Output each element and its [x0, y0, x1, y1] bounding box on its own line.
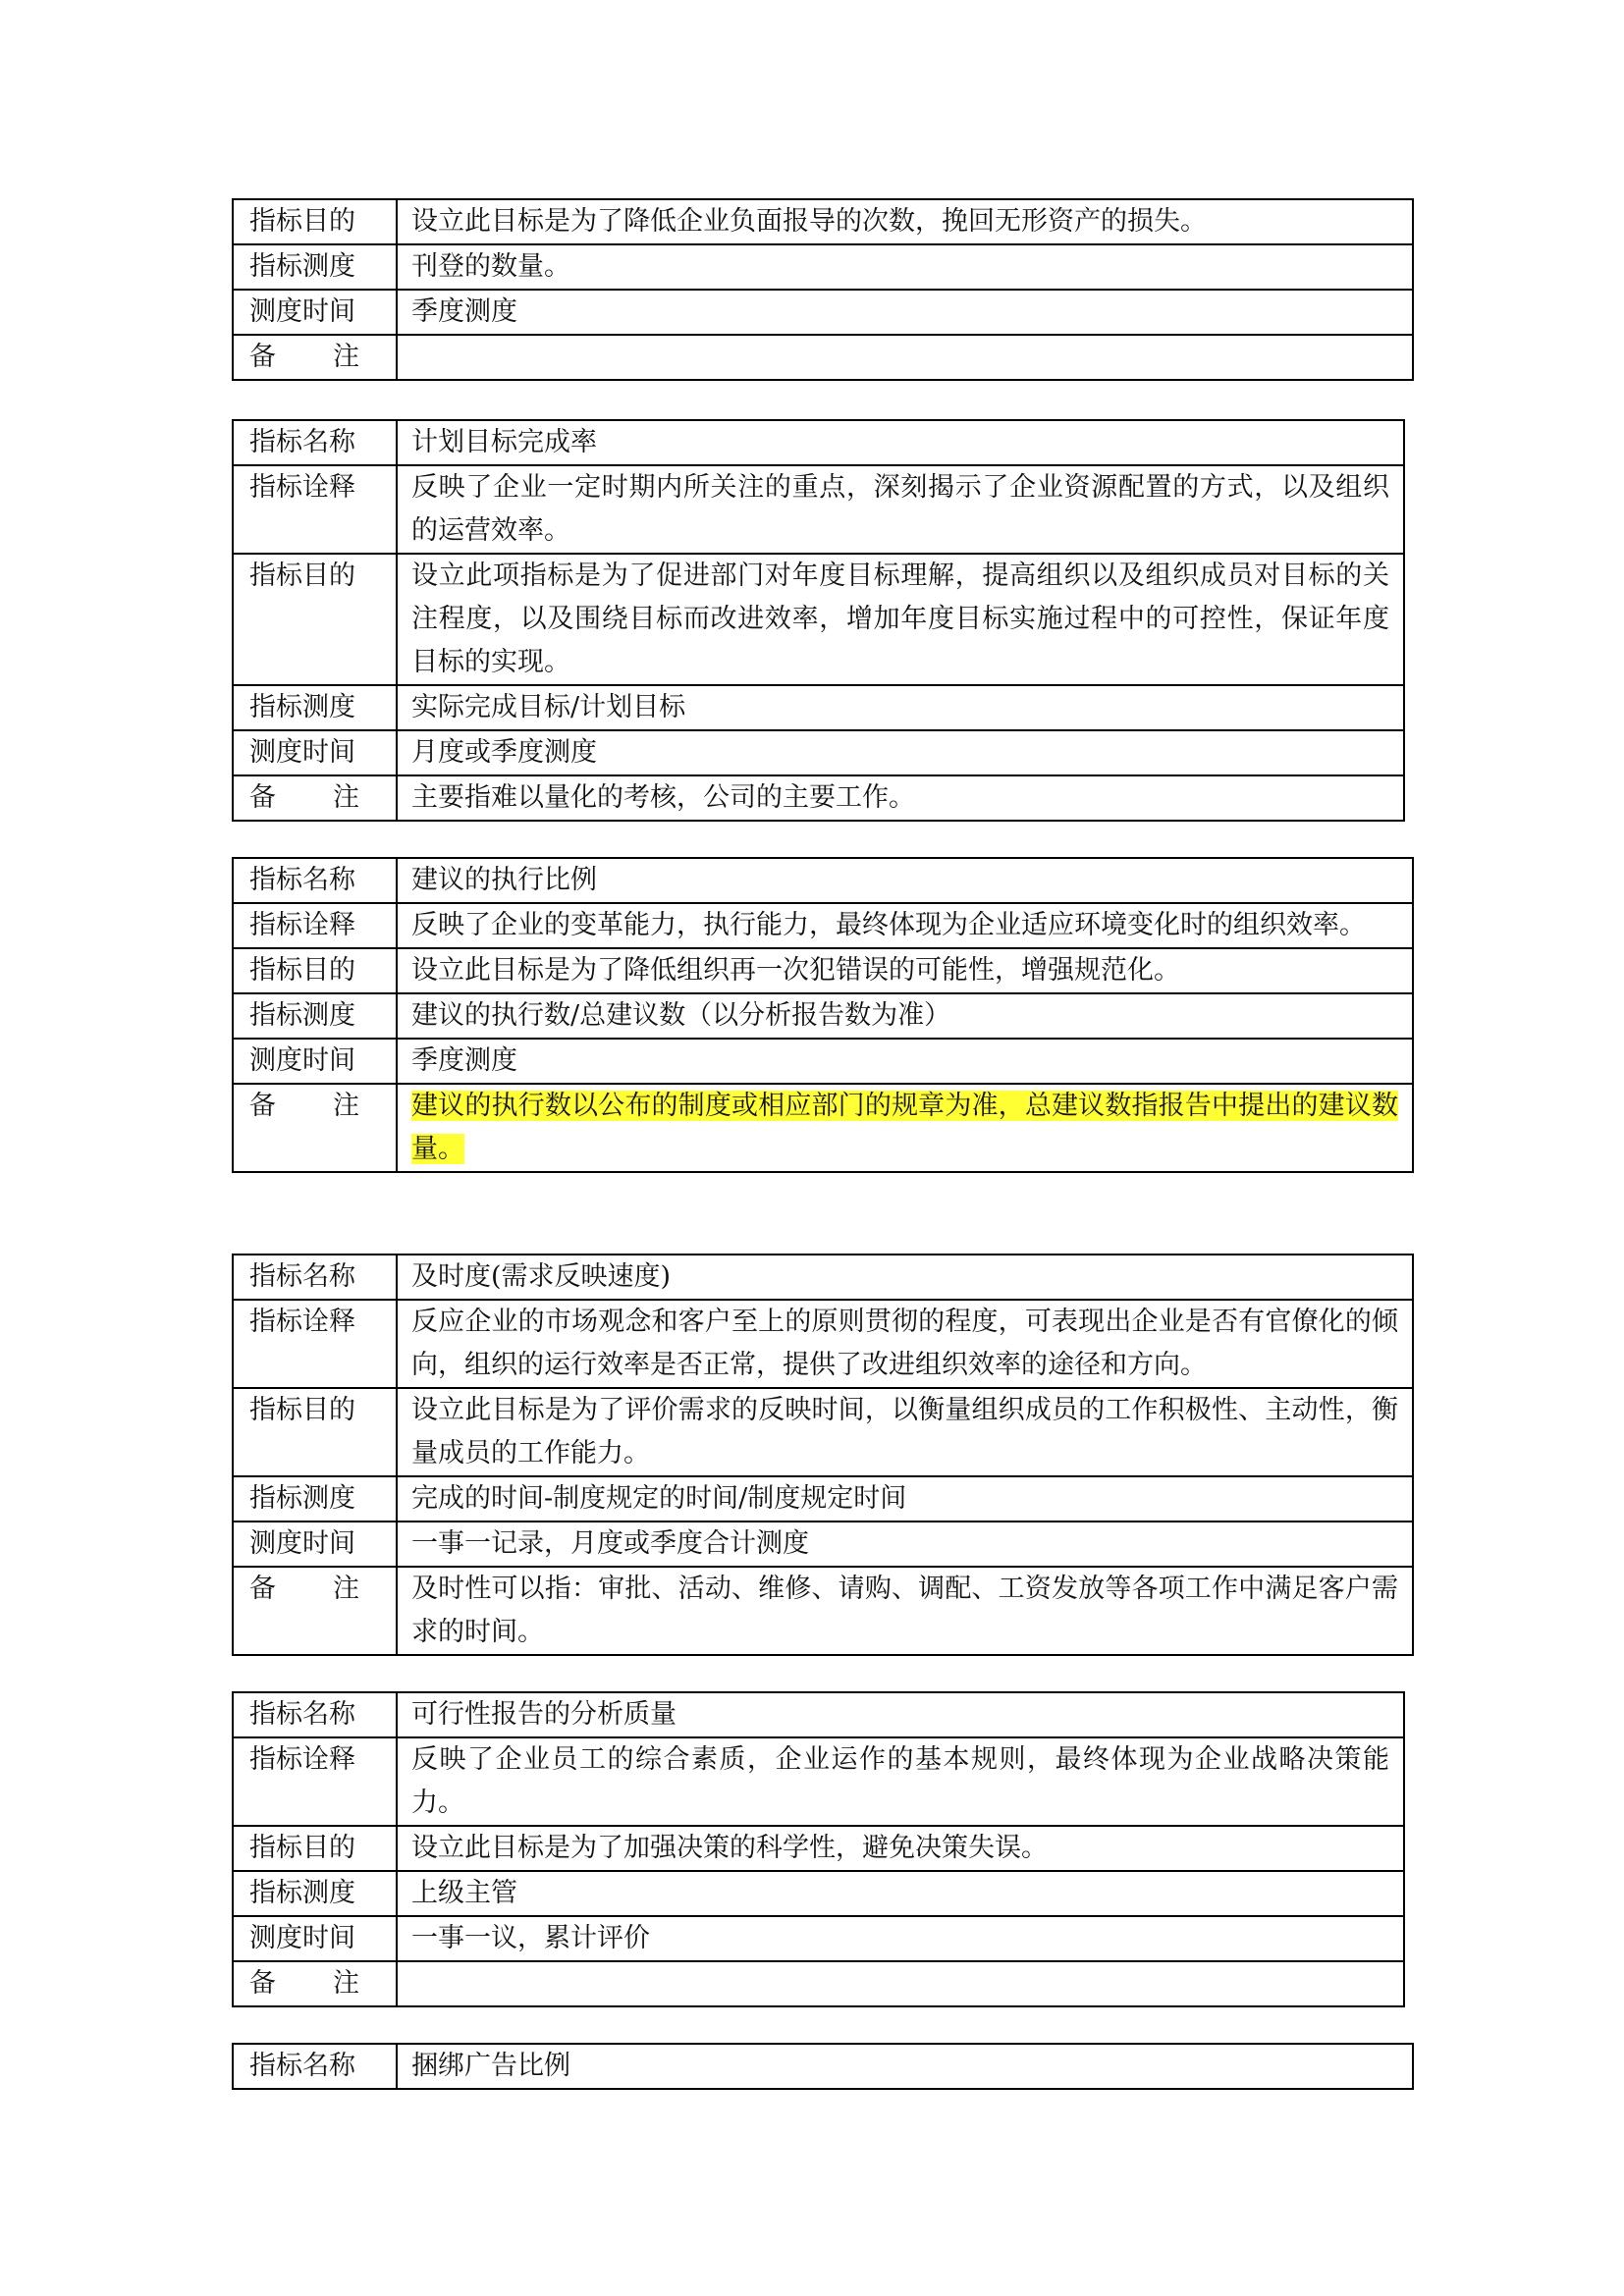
- row-label-remarks-char-1: 备: [249, 1968, 276, 1999]
- table-row: [233, 465, 1404, 554]
- row-label: 指标目的: [233, 1826, 397, 1871]
- indicator-table-4: [232, 1254, 1414, 1656]
- row-value: 计划目标完成率: [397, 420, 1404, 465]
- table-row: [233, 244, 1413, 290]
- table-row: [233, 685, 1404, 730]
- row-value: [397, 1961, 1404, 2006]
- table-row: [233, 554, 1404, 685]
- row-value: 季度测度: [397, 290, 1413, 335]
- row-label: 指标诠释: [233, 1300, 397, 1388]
- row-label-remarks: [233, 1961, 397, 2006]
- row-label-remarks: [233, 775, 397, 821]
- row-label: 测度时间: [233, 730, 397, 775]
- table-row: [233, 1084, 1413, 1172]
- table-row: [233, 993, 1413, 1039]
- row-label: 指标测度: [233, 244, 397, 290]
- row-value: 设立此目标是为了降低组织再一次犯错误的可能性，增强规范化。: [397, 948, 1413, 993]
- indicator-table-2: [232, 419, 1405, 822]
- indicator-table-6: [232, 2043, 1414, 2090]
- row-value: 可行性报告的分析质量: [397, 1692, 1404, 1737]
- row-label: 指标名称: [233, 1692, 397, 1737]
- row-label: 指标名称: [233, 420, 397, 465]
- table-row: [233, 775, 1404, 821]
- indicator-table-1: [232, 198, 1414, 381]
- row-label: 指标目的: [233, 1388, 397, 1476]
- row-value: 一事一记录，月度或季度合计测度: [397, 1522, 1413, 1567]
- row-label: 指标测度: [233, 1476, 397, 1522]
- row-label-remarks: [233, 1084, 397, 1172]
- row-value: 月度或季度测度: [397, 730, 1404, 775]
- row-value: 设立此项指标是为了促进部门对年度目标理解，提高组织以及组织成员对目标的关注程度，以及围绕目标而改进效率，增加年度目标实施过程中的可控性，保证年度目标的实现。: [397, 554, 1404, 685]
- row-label-remarks-char-1: 备: [249, 342, 276, 372]
- table-row: [233, 730, 1404, 775]
- row-value: 设立此目标是为了评价需求的反映时间，以衡量组织成员的工作积极性、主动性，衡量成员的工作能力。: [397, 1388, 1413, 1476]
- row-value: 上级主管: [397, 1871, 1404, 1916]
- table-row: [233, 1961, 1404, 2006]
- row-value: 刊登的数量。: [397, 244, 1413, 290]
- row-value: 季度测度: [397, 1039, 1413, 1084]
- row-label-remarks-char-1: 备: [249, 782, 276, 813]
- row-label-remarks-char-2: 注: [333, 1091, 359, 1121]
- table-row: [233, 1916, 1404, 1961]
- indicator-table-5: [232, 1691, 1405, 2007]
- table-row: [233, 1692, 1404, 1737]
- row-label-remarks-char-1: 备: [249, 1091, 276, 1121]
- row-label: 指标测度: [233, 1871, 397, 1916]
- row-label: 测度时间: [233, 1916, 397, 1961]
- row-label-remarks-char-2: 注: [333, 782, 359, 813]
- row-label: 测度时间: [233, 1039, 397, 1084]
- row-value: 建议的执行数/总建议数（以分析报告数为准）: [397, 993, 1413, 1039]
- table-row: [233, 1522, 1413, 1567]
- table-row: [233, 1255, 1413, 1300]
- row-value: 主要指难以量化的考核，公司的主要工作。: [397, 775, 1404, 821]
- table-row: [233, 199, 1413, 244]
- row-value: 反映了企业一定时期内所关注的重点，深刻揭示了企业资源配置的方式，以及组织的运营效率。: [397, 465, 1404, 554]
- table-row: [233, 1737, 1404, 1826]
- table-row: [233, 1476, 1413, 1522]
- table-row: [233, 948, 1413, 993]
- row-value: 捆绑广告比例: [397, 2044, 1413, 2089]
- row-value: [397, 335, 1413, 380]
- row-value: 一事一议，累计评价: [397, 1916, 1404, 1961]
- table-row: [233, 858, 1413, 903]
- row-label-remarks: [233, 335, 397, 380]
- row-label: 指标诠释: [233, 903, 397, 948]
- row-label: 指标目的: [233, 554, 397, 685]
- row-label: 指标诠释: [233, 465, 397, 554]
- row-label: 指标目的: [233, 948, 397, 993]
- row-label: 指标名称: [233, 1255, 397, 1300]
- row-value: 建议的执行比例: [397, 858, 1413, 903]
- table-row: [233, 1871, 1404, 1916]
- table-row: [233, 1039, 1413, 1084]
- indicator-table-3: [232, 857, 1414, 1173]
- table-row: [233, 1826, 1404, 1871]
- row-value: 反映了企业员工的综合素质，企业运作的基本规则，最终体现为企业战略决策能力。: [397, 1737, 1404, 1826]
- row-label-remarks-char-2: 注: [333, 342, 359, 372]
- row-label: 指标诠释: [233, 1737, 397, 1826]
- row-value: 及时性可以指：审批、活动、维修、请购、调配、工资发放等各项工作中满足客户需求的时间。: [397, 1567, 1413, 1655]
- row-label-remarks-char-2: 注: [333, 1574, 359, 1604]
- table-row: [233, 903, 1413, 948]
- table-row: [233, 420, 1404, 465]
- row-label-remarks-char-1: 备: [249, 1574, 276, 1604]
- row-label-remarks-char-2: 注: [333, 1968, 359, 1999]
- row-value: 及时度(需求反映速度): [397, 1255, 1413, 1300]
- row-label: 指标测度: [233, 993, 397, 1039]
- highlighted-text: 建议的执行数以公布的制度或相应部门的规章为准，总建议数指报告中提出的建议数量。: [411, 1091, 1398, 1164]
- table-row: [233, 1300, 1413, 1388]
- table-row: [233, 290, 1413, 335]
- row-value: 设立此目标是为了降低企业负面报导的次数，挽回无形资产的损失。: [397, 199, 1413, 244]
- row-value: 反映了企业的变革能力，执行能力，最终体现为企业适应环境变化时的组织效率。: [397, 903, 1413, 948]
- row-label-remarks: [233, 1567, 397, 1655]
- row-label: 指标名称: [233, 858, 397, 903]
- table-row: [233, 1388, 1413, 1476]
- row-label: 测度时间: [233, 290, 397, 335]
- row-value: 完成的时间-制度规定的时间/制度规定时间: [397, 1476, 1413, 1522]
- row-label: 指标目的: [233, 199, 397, 244]
- row-value: 设立此目标是为了加强决策的科学性，避免决策失误。: [397, 1826, 1404, 1871]
- row-label: 测度时间: [233, 1522, 397, 1567]
- row-value: 反应企业的市场观念和客户至上的原则贯彻的程度，可表现出企业是否有官僚化的倾向，组织的运行效率是否正常，提供了改进组织效率的途径和方向。: [397, 1300, 1413, 1388]
- table-row: [233, 1567, 1413, 1655]
- row-label: 指标测度: [233, 685, 397, 730]
- row-value: 实际完成目标/计划目标: [397, 685, 1404, 730]
- row-label: 指标名称: [233, 2044, 397, 2089]
- table-row: [233, 2044, 1413, 2089]
- row-value-highlighted: [397, 1084, 1413, 1172]
- table-row: [233, 335, 1413, 380]
